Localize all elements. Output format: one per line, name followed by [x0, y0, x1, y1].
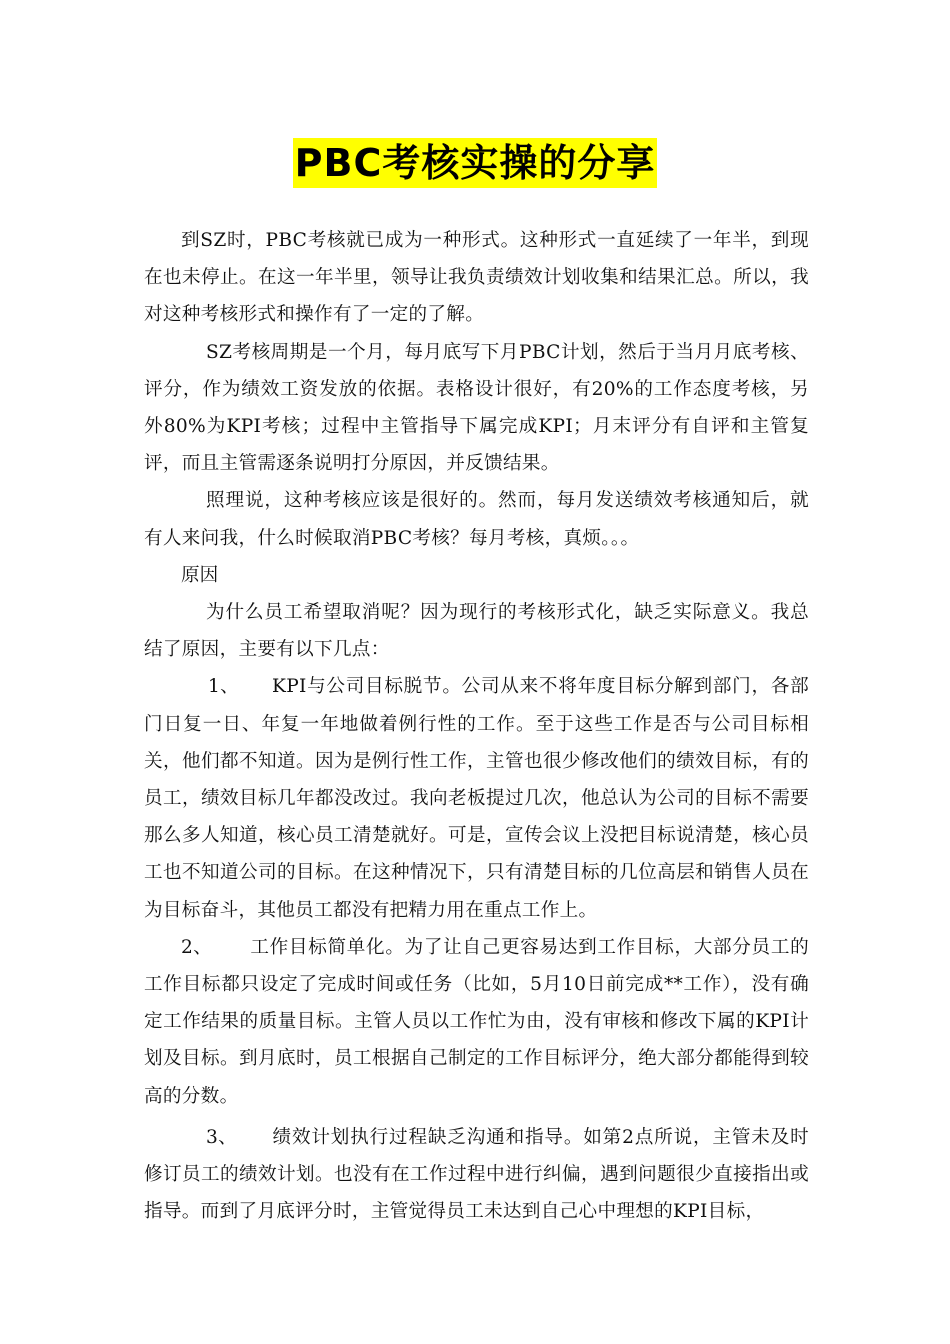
document-title: PBC考核实操的分享 [293, 138, 658, 188]
list-number-1: 1、 [208, 676, 240, 698]
paragraph-1: 到SZ时，PBC考核就已成为一种形式。这种形式一直延续了一年半，到现在也未停止。在这一年半里，领导让我负责绩效计划收集和结果汇总。所以，我对这种考核形式和操作有了一定的了解。 [144, 230, 809, 326]
document-body [144, 222, 809, 1230]
list-number-2: 2、 [181, 936, 213, 958]
section-heading-reason: 原因 [181, 564, 219, 586]
list-number-3: 3、 [206, 1126, 238, 1148]
paragraph-4: 为什么员工希望取消呢？因为现行的考核形式化，缺乏实际意义。我总结了原因，主要有以下几点： [144, 602, 809, 661]
paragraph-3: 照理说，这种考核应该是很好的。然而，每月发送绩效考核通知后，就有人来问我，什么时候取消PBC考核？每月考核，真烦。。。 [144, 490, 809, 549]
list-text-3: 绩效计划执行过程缺乏沟通和指导。如第2点所说，主管未及时修订员工的绩效计划。也没有在工作过程中进行纠偏，遇到问题很少直接指出或指导。而到了月底评分时，主管觉得员工未达到自己心中理想的KPI目标， [144, 1126, 809, 1223]
list-item-2 [144, 929, 809, 1115]
list-text-1: KPI与公司目标脱节。公司从来不将年度目标分解到部门，各部门日复一日、年复一年地做着例行性的工作。至于这些工作是否与公司目标相关，他们都不知道。因为是例行性工作，主管也很少修改他们的绩效目标，有的员工，绩效目标几年都没改过。我向老板提过几次，他总认为公司的目标不需要那么多人知道，核心员工清楚就好。可是，宣传会议上没把目标说清楚，核心员工也不知道公司的目标。在这种情况下，只有清楚目标的几位高层和销售人员在为目标奋斗，其他员工都没有把精力用在重点工作上。 [144, 676, 809, 921]
title-container [0, 138, 950, 188]
paragraph-2: SZ考核周期是一个月，每月底写下月PBC计划，然后于当月月底考核、评分，作为绩效工资发放的依据。表格设计很好，有20%的工作态度考核，另外80%为KPI考核；过程中主管指导下属完成KPI；月末评分有自评和主管复评，而且主管需逐条说明打分原因，并反馈结果。 [144, 341, 809, 475]
list-text-2: 工作目标简单化。为了让自己更容易达到工作目标，大部分员工的工作目标都只设定了完成时间或任务（比如，5月10日前完成**工作），没有确定工作结果的质量目标。主管人员以工作忙为由，没有审核和修改下属的KPI计划及目标。到月底时，员工根据自己制定的工作目标评分，绝大部分都能得到较高的分数。 [144, 936, 809, 1107]
list-item-3 [144, 1119, 809, 1231]
list-item-1 [144, 668, 809, 928]
